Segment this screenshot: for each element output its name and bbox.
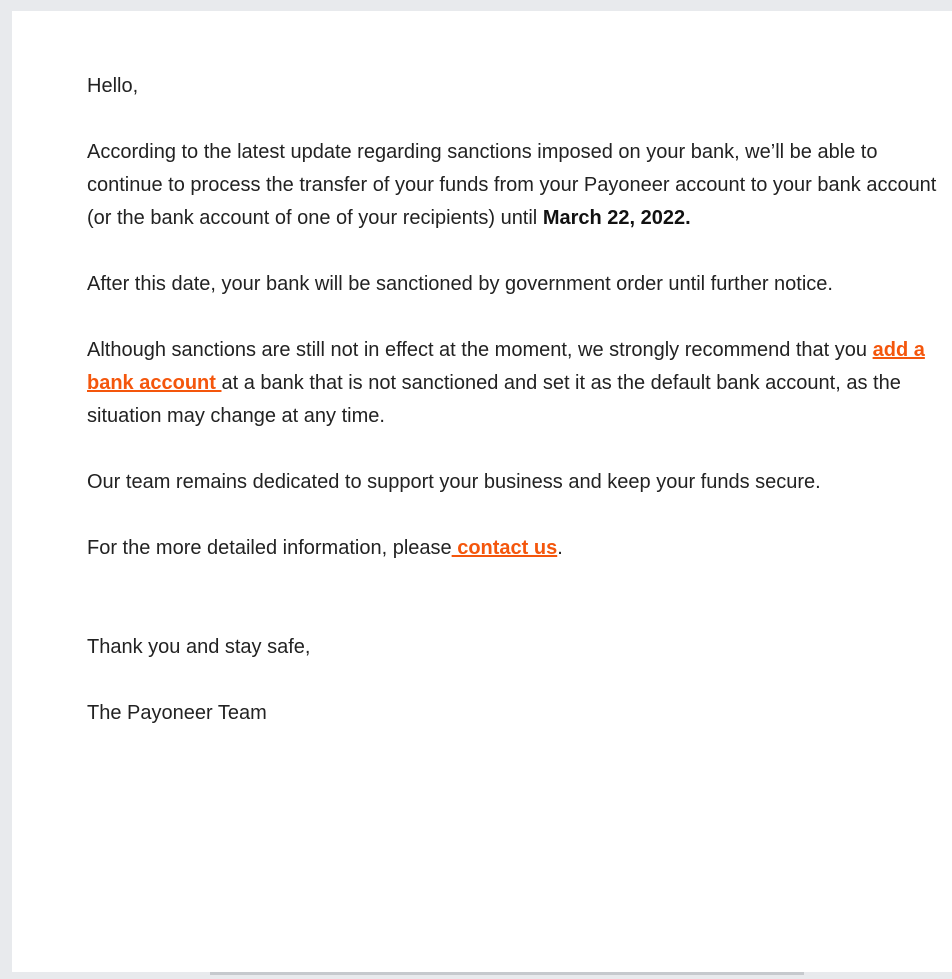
recommendation-text-before: Although sanctions are still not in effect at the moment, we strongly recommend that you (87, 339, 873, 361)
email-content (87, 70, 937, 763)
paragraph-sanctions-update (87, 136, 937, 235)
paragraph-sanctions-text: According to the latest update regarding sanctions imposed on your bank, we’ll be able to continue to process the transfer of your funds from your Payoneer account to your bank account (or the bank account of one of your recipients) until (87, 141, 937, 229)
greeting: Hello, (87, 75, 139, 97)
paragraph-recommendation (87, 334, 937, 433)
paragraph-contact (87, 532, 937, 565)
recommendation-text-after: at a bank that is not sanctioned and set it as the default bank account, as the situation may change at any time. (87, 372, 901, 427)
paragraph-after-date: After this date, your bank will be sanctioned by government order until further notice. (87, 273, 833, 295)
paragraph-team-support: Our team remains dedicated to support your business and keep your funds secure. (87, 471, 821, 493)
closing-line: Thank you and stay safe, (87, 636, 311, 658)
contact-text-before: For the more detailed information, please (87, 537, 452, 559)
horizontal-scrollbar[interactable] (210, 972, 804, 975)
contact-us-link[interactable]: contact us (451, 537, 558, 559)
deadline-date: March 22, 2022. (542, 207, 691, 229)
email-body (12, 11, 952, 972)
contact-text-after: . (557, 537, 563, 559)
signature: The Payoneer Team (87, 702, 267, 724)
add-bank-account-link[interactable]: add a bank account (87, 339, 925, 394)
